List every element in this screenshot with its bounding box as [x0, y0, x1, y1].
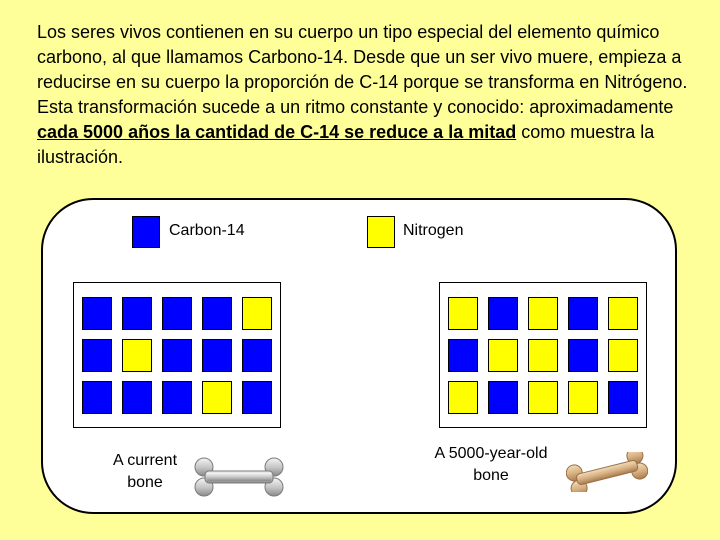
carbon-square	[122, 297, 152, 330]
carbon-square	[242, 339, 272, 372]
carbon-square	[82, 339, 112, 372]
carbon-square	[488, 381, 518, 414]
old-bone-icon	[566, 452, 648, 492]
current-bone-icon	[193, 455, 285, 501]
nitrogen-square	[528, 381, 558, 414]
carbon-legend-label: Carbon-14	[169, 222, 245, 239]
carbon-square	[568, 297, 598, 330]
carbon-square	[82, 381, 112, 414]
nitrogen-square	[448, 297, 478, 330]
carbon-square	[82, 297, 112, 330]
carbon-square	[608, 381, 638, 414]
carbon-legend-swatch	[132, 216, 160, 248]
carbon-square	[488, 297, 518, 330]
carbon-square	[568, 339, 598, 372]
intro-text-after: como muestra la ilustración.	[37, 122, 655, 167]
carbon-square	[202, 297, 232, 330]
nitrogen-square	[528, 297, 558, 330]
carbon-square	[448, 339, 478, 372]
old-bone-grid	[439, 282, 647, 428]
intro-emphasis: cada 5000 años la cantidad de C-14 se reduce a la mitad	[37, 122, 517, 142]
nitrogen-square	[242, 297, 272, 330]
carbon-square	[242, 381, 272, 414]
current-bone-label	[95, 450, 195, 494]
carbon-square	[162, 297, 192, 330]
carbon-square	[162, 339, 192, 372]
old-bone-label-line1: A 5000-year-old	[434, 445, 548, 462]
nitrogen-square	[608, 339, 638, 372]
old-bone-label-line2: bone	[473, 467, 509, 484]
carbon-square	[122, 381, 152, 414]
carbon-square	[162, 381, 192, 414]
old-bone-label	[420, 443, 562, 487]
nitrogen-legend-swatch	[367, 216, 395, 248]
intro-paragraph	[37, 20, 697, 170]
carbon-square	[202, 339, 232, 372]
nitrogen-square	[608, 297, 638, 330]
current-bone-grid	[73, 282, 281, 428]
intro-text-before: Los seres vivos contienen en su cuerpo un tipo especial del elemento químico carbono, al que llamamos Carbono-14. Desde que un ser vivo muere, empieza a reducirse en su cuerpo la proporción de C-14 porque se transforma en Nitrógeno. Esta transformación sucede a un ritmo constante y conocido: aproximadamente	[37, 22, 688, 117]
nitrogen-square	[122, 339, 152, 372]
nitrogen-square	[202, 381, 232, 414]
current-bone-label-line2: bone	[127, 474, 163, 491]
nitrogen-square	[528, 339, 558, 372]
current-bone-label-line1: A current	[112, 452, 178, 469]
nitrogen-square	[568, 381, 598, 414]
nitrogen-square	[448, 381, 478, 414]
nitrogen-legend-label: Nitrogen	[403, 222, 464, 239]
nitrogen-square	[488, 339, 518, 372]
